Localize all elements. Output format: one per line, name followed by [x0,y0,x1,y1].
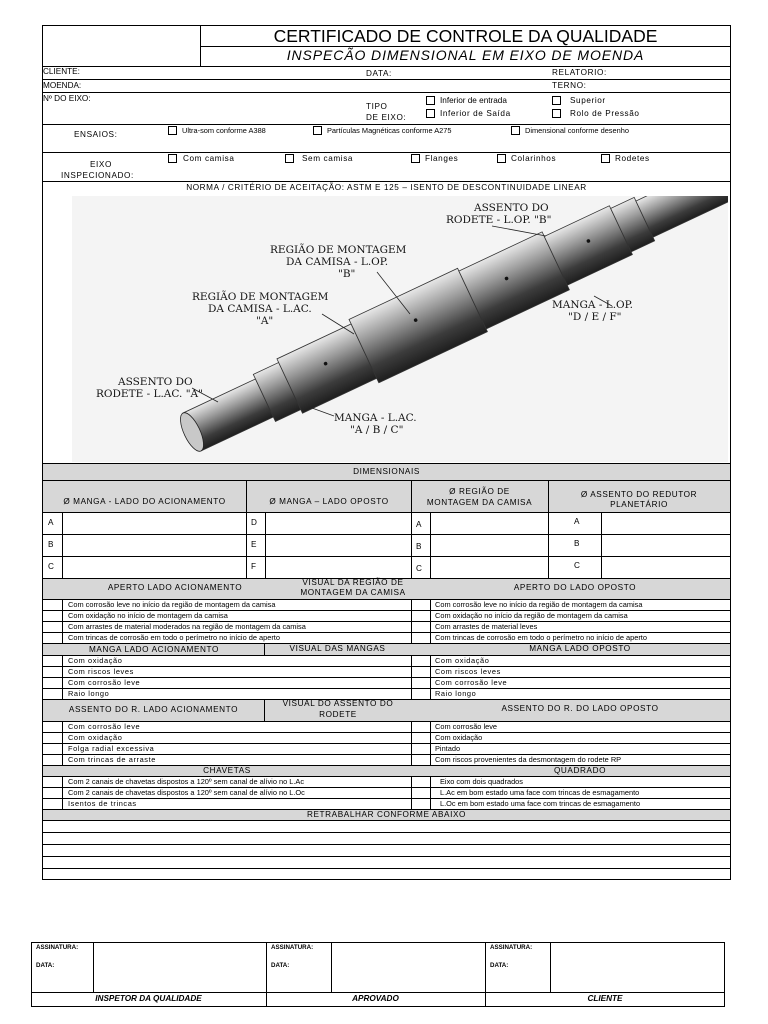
dim-row-label: B [48,540,54,549]
assento-op-item: Pintado [435,744,461,753]
sig-date-label: DATA: [490,962,509,969]
eixo-insp-label-1: EIXO [90,160,112,169]
label-assento-b-1: ASSENTO DO [474,202,549,214]
ensaios-label: ENSAIOS: [74,130,118,139]
ensaio-opt-label: Ultra-som conforme A388 [182,126,266,135]
dim-row-label: B [574,539,580,548]
checkbox-rolo-pressao[interactable] [552,109,561,118]
sig-label: ASSINATURA: [36,944,79,951]
checkbox-inferior-saida[interactable] [426,109,435,118]
terno-label: TERNO: [552,81,587,90]
label-reg-a-1: REGIÃO DE MONTAGEM [192,291,329,303]
retrabalhar-notes-area[interactable] [43,821,730,879]
dim-row-label: A [416,520,422,529]
sig-date-label: DATA: [36,962,55,969]
dim-row-label: F [251,562,257,571]
chavetas-title: CHAVETAS [203,766,251,775]
checkbox-flanges[interactable] [411,154,420,163]
assento-op-title: ASSENTO DO R. DO LADO OPOSTO [501,704,659,713]
logo-area [44,27,198,65]
label-reg-b-2: DA CAMISA - L.OP. [286,256,389,268]
dim-row-label: C [574,561,580,570]
manga-op-item: Com corrosão leve [435,678,508,687]
label-reg-a-3: "A" [256,315,274,327]
col-manga-ac: Ø MANGA - LADO DO ACIONAMENTO [63,497,226,506]
checkbox-dimensional[interactable] [511,126,520,135]
eixo-opt-label: Colarinhos [511,154,557,163]
manga-ac-title: MANGA LADO ACIONAMENTO [89,645,219,654]
aperto-ac-item: Com oxidação no início de montagem da camisa [68,611,228,620]
checkbox-com-camisa[interactable] [168,154,177,163]
checkbox-ultra-som[interactable] [168,126,177,135]
assento-op-item: Com riscos provenientes da desmontagem do rodete RP [435,755,622,764]
label-assento-a-1: ASSENTO DO [118,376,193,388]
aperto-ac-item: Com corrosão leve no início da região de montagem da camisa [68,600,276,609]
quadrado-title: QUADRADO [553,766,607,775]
data-label: DATA: [366,69,392,78]
dimensionais-title: DIMENSIONAIS [353,467,420,476]
sig-label: ASSINATURA: [490,944,533,951]
eixo-opt-label: Sem camisa [302,154,354,163]
dim-row-label: C [416,564,422,573]
tipo-eixo-label-1: TIPO [366,102,388,111]
sig-role-inspetor: INSPETOR DA QUALIDADE [95,994,202,1003]
aperto-mid-title-1: VISUAL DA REGIÃO DE [302,578,404,587]
signature-field-cliente[interactable] [551,943,724,991]
aperto-mid-title-2: MONTAGEM DA CAMISA [300,588,406,597]
checkbox-inferior-entrada[interactable] [426,96,435,105]
dim-row-label: A [48,518,54,527]
sig-role-aprovado: APROVADO [352,994,399,1003]
aperto-ac-item: Com trincas de corrosão em todo o perímetro no início de aperto [68,633,280,642]
col-regiao-2: MONTAGEM DA CAMISA [426,498,533,507]
manga-op-item: Com oxidação [435,656,490,665]
label-manga-ac-2: "A / B / C" [350,424,404,436]
moenda-label: MOENDA: [43,81,82,90]
tipo-opt-label: Rolo de Pressão [570,109,640,118]
chavetas-item: Com 2 canais de chavetas dispostos a 120º sem canal de alívio no L.Ac [68,777,305,786]
col-regiao-1: Ø REGIÃO DE [449,487,510,496]
signature-field-aprovado[interactable] [332,943,484,991]
assento-op-item: Com oxidação [435,733,483,742]
header-bottom-rule [42,66,731,67]
assento-mid-title-1: VISUAL DO ASSENTO DO [282,699,394,708]
checkbox-particulas[interactable] [313,126,322,135]
checkbox-sem-camisa[interactable] [285,154,294,163]
manga-op-title: MANGA LADO OPOSTO [529,644,631,653]
manga-ac-item: Com oxidação [68,656,123,665]
assento-ac-item: Com trincas de arraste [68,755,156,764]
manga-ac-item: Com corrosão leve [68,678,141,687]
manga-mid-title: VISUAL DAS MANGAS [289,644,386,653]
label-manga-op-1: MANGA - L.OP. [552,299,633,311]
assento-mid-title-2: RODETE [319,710,357,719]
sig-role-cliente: CLIENTE [587,994,623,1003]
eixo-opt-label: Flanges [425,154,459,163]
eixo-opt-label: Com camisa [183,154,235,163]
quadrado-item: Eixo com dois quadrados [440,777,523,786]
aperto-ac-title: APERTO LADO ACIONAMENTO [107,583,243,592]
signature-field-inspetor[interactable] [94,943,265,991]
label-assento-a-2: RODETE - L.AC. "A" [96,388,203,400]
aperto-op-item: Com arrastes de material leves [435,622,538,631]
aperto-op-title: APERTO DO LADO OPOSTO [513,583,637,592]
sig-date-label: DATA: [271,962,290,969]
col-assento-1: Ø ASSENTO DO REDUTOR [580,490,698,499]
assento-ac-title: ASSENTO DO R. LADO ACIONAMENTO [68,705,239,714]
checkbox-rodetes[interactable] [601,154,610,163]
relatorio-label: RELATORIO: [552,68,607,77]
aperto-op-item: Com trincas de corrosão em todo o perímetro no início de aperto [435,633,647,642]
manga-ac-item: Com riscos leves [68,667,134,676]
chavetas-item: Com 2 canais de chavetas dispostos a 120º sem canal de alívio no L.Oc [68,788,305,797]
dim-row-label: E [251,540,257,549]
col-assento-2: PLANETÁRIO [610,500,668,509]
dim-row-label: C [48,562,54,571]
no-eixo-label: Nº DO EIXO: [43,94,91,103]
assento-ac-item: Com oxidação [68,733,123,742]
dim-row-label: D [251,518,257,527]
assento-ac-item: Com corrosão leve [68,722,141,731]
label-reg-b-3: "B" [338,268,356,280]
tipo-opt-label: Inferior de Saída [440,109,511,118]
checkbox-superior[interactable] [552,96,561,105]
dim-row-label: B [416,542,422,551]
assento-op-item: Com corrosão leve [435,722,498,731]
checkbox-colarinhos[interactable] [497,154,506,163]
sig-label: ASSINATURA: [271,944,314,951]
aperto-op-item: Com oxidação no início da região de montagem da camisa [435,611,628,620]
assento-ac-item: Folga radial excessiva [68,744,155,753]
quadrado-item: L.Ac em bom estado uma face com trincas de esmagamento [440,788,640,797]
col-manga-op: Ø MANGA – LADO OPOSTO [269,497,389,506]
manga-op-item: Com riscos leves [435,667,501,676]
cliente-label: CLIENTE: [43,67,80,76]
label-manga-ac-1: MANGA - L.AC. [334,412,417,424]
eixo-opt-label: Rodetes [615,154,650,163]
tipo-opt-label: Inferior de entrada [440,96,507,105]
manga-op-item: Raio longo [435,689,477,698]
aperto-ac-item: Com arrastes de material moderados na região de montagem da camisa [68,622,306,631]
document-title: CERTIFICADO DE CONTROLE DA QUALIDADE [273,26,658,46]
norma-text: NORMA / CRITÉRIO DE ACEITAÇÃO: ASTM E 125 – ISENTO DE DESCONTINUIDADE LINEAR [186,183,587,192]
shaft-drawing [72,196,728,462]
label-reg-a-2: DA CAMISA - L.AC. [208,303,312,315]
aperto-op-item: Com corrosão leve no início da região de montagem da camisa [435,600,643,609]
dim-row-label: A [574,517,580,526]
ensaio-opt-label: Dimensional conforme desenho [525,126,629,135]
document-subtitle: INSPECÃO DIMENSIONAL EM EIXO DE MOENDA [286,47,645,63]
eixo-insp-label-2: INSPECIONADO: [61,171,134,180]
label-assento-b-2: RODETE - L.OP. "B" [446,214,552,226]
retrabalhar-title: RETRABALHAR CONFORME ABAIXO [306,810,467,819]
ensaio-opt-label: Partículas Magnéticas conforme A275 [327,126,452,135]
chavetas-item: Isentos de trincas [68,799,137,808]
tipo-eixo-label-2: DE EIXO: [366,113,407,122]
quadrado-item: L.Oc em bom estado uma face com trincas de esmagamento [440,799,641,808]
label-manga-op-2: "D / E / F" [568,311,622,323]
manga-ac-item: Raio longo [68,689,110,698]
label-reg-b-1: REGIÃO DE MONTAGEM [270,244,407,256]
tipo-opt-label: Superior [570,96,606,105]
